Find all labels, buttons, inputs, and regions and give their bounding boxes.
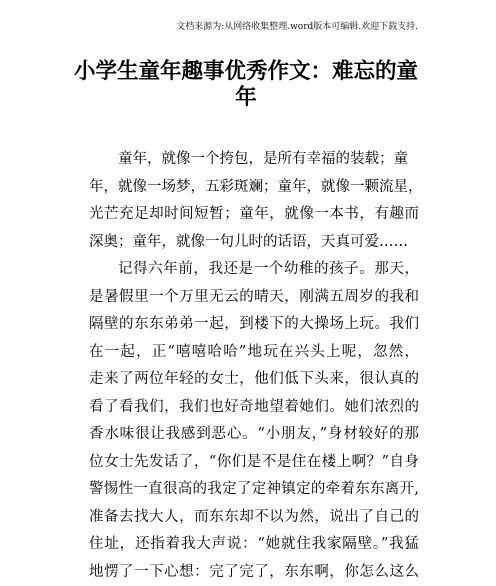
body-line: 记得六年前，我还是一个幼稚的孩子。那天， (89, 256, 419, 284)
body-line: 地愣了一下心想：完了完了，东东啊，你怎么这么 (89, 559, 419, 586)
body-line: 警惕性一直很高的我定了定神镇定的牵着东东离开, (89, 476, 419, 504)
body-line: 深奥；童年，就像一句儿时的话语，天真可爱…… (89, 229, 419, 257)
body-line: 童年，就像一个挎包，是所有幸福的装载；童 (89, 146, 419, 174)
body-line: 在一起，正“嘻嘻哈哈”地玩在兴头上呢，忽然， (89, 339, 419, 367)
document-title-line-1: 小学生童年趣事优秀作文：难忘的童 (74, 59, 418, 84)
body-line: 光芒充足却时间短暂；童年，就像一本书，有趣而 (89, 201, 419, 229)
body-line: 年，就像一场梦，五彩斑斓；童年，就像一颗流星， (89, 174, 419, 202)
document-body (89, 146, 419, 586)
body-line: 看了看我们，我们也好奇地望着她们。她们浓烈的 (89, 394, 419, 422)
body-line: 位女士先发话了，“你们是不是住在楼上啊？”自身 (89, 449, 419, 477)
body-line: 走来了两位年轻的女士，他们低下头来，很认真的 (89, 366, 419, 394)
body-line: 香水味很让我感到恶心。“小朋友，”身材较好的那 (89, 421, 419, 449)
document-title (70, 59, 422, 111)
body-line: 是暑假里一个万里无云的晴天，刚满五周岁的我和 (89, 284, 419, 312)
body-line: 隔壁的东东弟弟一起，到楼下的大操场上玩。我们 (89, 311, 419, 339)
body-line: 准备去找大人，而东东却不以为然，说出了自己的 (89, 504, 419, 532)
document-title-line-2: 年 (235, 85, 257, 110)
body-line: 住址，还指着我大声说：“她就住我家隔壁。”我猛 (89, 531, 419, 559)
header-source-note: 文档来源为:从网络收集整理.word版本可编辑.欢迎下载支持. (176, 21, 418, 33)
